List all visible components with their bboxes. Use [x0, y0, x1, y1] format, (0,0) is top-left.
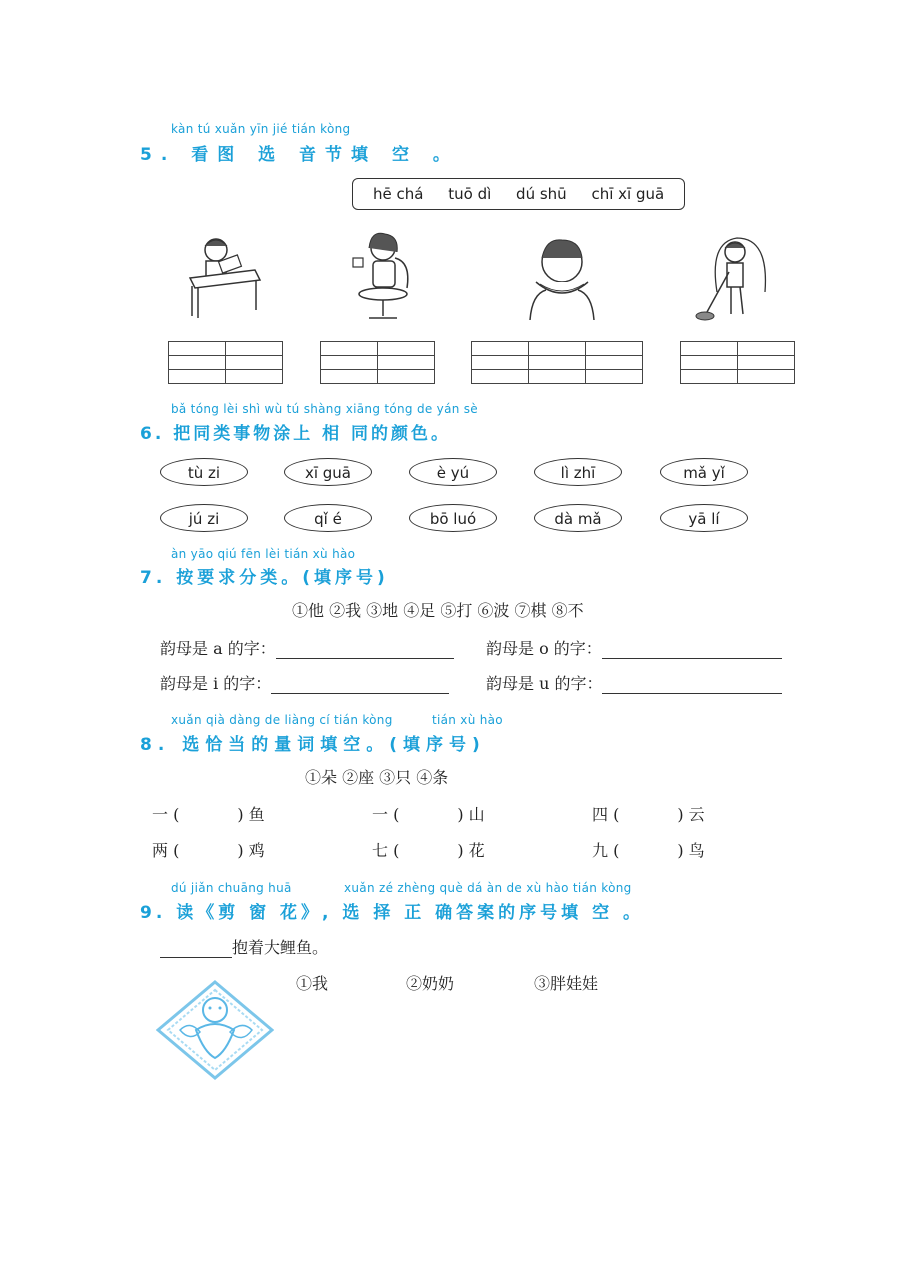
pinyin-oval[interactable]: xī guā	[284, 458, 372, 486]
final-o-label: 韵母是 o 的字：	[486, 639, 602, 658]
q8-title: 8. 选恰当的量词填空。(填序号)	[140, 735, 486, 755]
pinyin-oval[interactable]: qǐ é	[284, 504, 372, 532]
pinyin-oval[interactable]: lì zhī	[534, 458, 622, 486]
paper-cut-window-flower-image	[156, 980, 274, 1080]
answer-line-i[interactable]	[271, 693, 449, 694]
q5-syllable-box	[352, 178, 685, 210]
q9-title: 9. 读《剪 窗 花》, 选 择 正 确答案的序号填 空 。	[140, 903, 645, 923]
pinyin-oval[interactable]: yā lí	[660, 504, 748, 532]
pinyin-oval[interactable]: tù zi	[160, 458, 248, 486]
q8-pinyin: xuǎn qià dàng de liàng cí tián kòng	[171, 713, 393, 727]
q6-pinyin: bǎ tóng lèi shì wù tú shàng xiāng tóng de yán sè	[171, 402, 478, 416]
pinyin-oval[interactable]: è yú	[409, 458, 497, 486]
q8-blank[interactable]: 一 ( ) 鱼	[152, 805, 265, 824]
syllable-option: chī xī guā	[591, 185, 665, 203]
final-u-label: 韵母是 u 的字：	[486, 674, 603, 693]
final-a-label: 韵母是 a 的字：	[160, 639, 276, 658]
boy-reading-illustration	[180, 228, 265, 323]
answer-line-u[interactable]	[602, 693, 782, 694]
syllable-option: hē chá	[373, 185, 424, 203]
answer-line-o[interactable]	[602, 658, 782, 659]
q8-measure-word-options: ①朵 ②座 ③只 ④条	[305, 768, 449, 787]
q6-title: 6. 把同类事物涂上 相 同的颜色。	[140, 424, 452, 444]
q9-option: ③胖娃娃	[534, 974, 599, 993]
q7-title: 7. 按要求分类。(填序号)	[140, 568, 389, 588]
q9-pinyin-2: xuǎn zé zhèng què dá àn de xù hào tián kòng	[344, 881, 632, 895]
boy-mopping-illustration	[695, 232, 775, 324]
q9-sentence: 抱着大鲤鱼。	[160, 935, 328, 958]
q8-pinyin-2: tián xù hào	[432, 713, 503, 727]
q9-option: ①我	[296, 974, 329, 993]
pinyin-oval[interactable]: bō luó	[409, 504, 497, 532]
boy-eating-watermelon-illustration	[522, 232, 602, 322]
q8-blank[interactable]: 两 ( ) 鸡	[152, 841, 265, 860]
q5-pinyin: kàn tú xuǎn yīn jié tián kòng	[171, 122, 351, 136]
pinyin-oval[interactable]: dà mǎ	[534, 504, 622, 532]
q9-answer-line[interactable]	[160, 957, 232, 958]
q8-blank[interactable]: 四 ( ) 云	[592, 805, 705, 824]
girl-drinking-tea-illustration	[345, 228, 420, 323]
syllable-option: tuō dì	[448, 185, 492, 203]
q8-blank[interactable]: 七 ( ) 花	[372, 841, 485, 860]
q7-row-i	[160, 671, 449, 694]
q7-character-list: ①他 ②我 ③地 ④足 ⑤打 ⑥波 ⑦棋 ⑧不	[292, 601, 584, 620]
answer-line-a[interactable]	[276, 658, 454, 659]
pinyin-oval[interactable]: mǎ yǐ	[660, 458, 748, 486]
syllable-option: dú shū	[516, 185, 567, 203]
q7-row-a	[160, 636, 454, 659]
q5-title: 5. 看图 选 音节填 空 。	[140, 145, 459, 165]
q7-pinyin: àn yāo qiú fēn lèi tián xù hào	[171, 547, 356, 561]
q8-blank[interactable]: 九 ( ) 鸟	[592, 841, 705, 860]
writing-grid[interactable]	[168, 341, 283, 384]
writing-grid[interactable]	[680, 341, 795, 384]
q7-row-o	[486, 636, 782, 659]
q7-row-u	[486, 671, 782, 694]
final-i-label: 韵母是 i 的字：	[160, 674, 272, 693]
pinyin-oval[interactable]: jú zi	[160, 504, 248, 532]
writing-grid[interactable]	[320, 341, 435, 384]
q9-pinyin: dú jiǎn chuāng huā	[171, 881, 292, 895]
q9-option: ②奶奶	[406, 974, 455, 993]
q8-blank[interactable]: 一 ( ) 山	[372, 805, 485, 824]
writing-grid[interactable]	[471, 341, 643, 384]
